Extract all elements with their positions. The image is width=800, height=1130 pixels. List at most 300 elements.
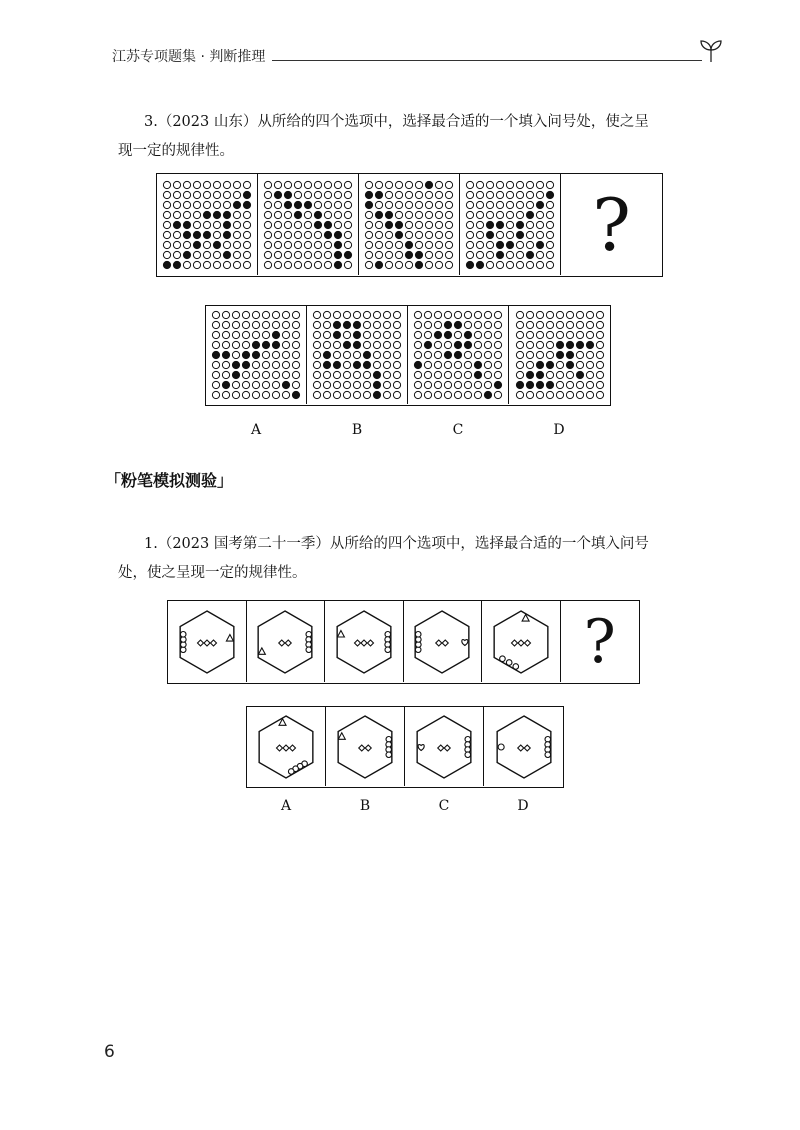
- empty-dot: [516, 241, 523, 248]
- filled-dot: [556, 351, 563, 358]
- filled-dot: [173, 221, 180, 228]
- hexagon: [405, 605, 479, 679]
- empty-dot: [375, 241, 382, 248]
- filled-dot: [284, 191, 291, 198]
- option-d-figure[interactable]: [484, 707, 563, 786]
- filled-dot: [385, 221, 392, 228]
- empty-dot: [183, 241, 190, 248]
- empty-dot: [314, 181, 321, 188]
- empty-dot: [282, 351, 289, 358]
- empty-dot: [383, 321, 390, 328]
- filled-dot: [274, 191, 281, 198]
- empty-dot: [363, 341, 370, 348]
- edge-circle: [180, 631, 186, 637]
- empty-dot: [313, 311, 320, 318]
- empty-dot: [344, 231, 351, 238]
- empty-dot: [282, 321, 289, 328]
- empty-dot: [193, 181, 200, 188]
- empty-dot: [383, 331, 390, 338]
- empty-dot: [395, 191, 402, 198]
- empty-dot: [586, 321, 593, 328]
- filled-dot: [233, 201, 240, 208]
- filled-dot: [222, 351, 229, 358]
- empty-dot: [222, 371, 229, 378]
- empty-dot: [344, 201, 351, 208]
- empty-dot: [173, 241, 180, 248]
- empty-dot: [324, 261, 331, 268]
- question-mark-cell: [561, 601, 640, 682]
- empty-dot: [526, 201, 533, 208]
- empty-dot: [274, 211, 281, 218]
- empty-dot: [516, 351, 523, 358]
- empty-dot: [222, 311, 229, 318]
- empty-dot: [284, 211, 291, 218]
- empty-dot: [546, 391, 553, 398]
- empty-dot: [506, 191, 513, 198]
- inner-diamond: [354, 640, 360, 646]
- empty-dot: [333, 311, 340, 318]
- empty-dot: [363, 331, 370, 338]
- empty-dot: [435, 191, 442, 198]
- empty-dot: [284, 251, 291, 258]
- empty-dot: [516, 311, 523, 318]
- empty-dot: [385, 191, 392, 198]
- empty-dot: [233, 191, 240, 198]
- empty-dot: [445, 191, 452, 198]
- dot-grid-figure: [157, 174, 258, 275]
- filled-dot: [566, 361, 573, 368]
- empty-dot: [424, 381, 431, 388]
- empty-dot: [232, 351, 239, 358]
- empty-dot: [516, 181, 523, 188]
- option-b-figure[interactable]: [307, 306, 408, 404]
- empty-dot: [294, 191, 301, 198]
- empty-dot: [313, 351, 320, 358]
- option-c-figure[interactable]: [405, 707, 484, 786]
- empty-dot: [445, 261, 452, 268]
- dot-grid-figure: [258, 174, 359, 275]
- empty-dot: [494, 391, 501, 398]
- empty-dot: [292, 321, 299, 328]
- inner-diamond: [365, 745, 371, 751]
- empty-dot: [243, 241, 250, 248]
- filled-dot: [474, 371, 481, 378]
- empty-dot: [323, 391, 330, 398]
- hexagon-outline: [417, 716, 471, 778]
- filled-dot: [454, 341, 461, 348]
- filled-dot: [294, 211, 301, 218]
- option-a-figure[interactable]: [206, 306, 307, 404]
- filled-dot: [365, 201, 372, 208]
- hexagon-outline: [338, 716, 392, 778]
- empty-dot: [414, 311, 421, 318]
- empty-dot: [415, 231, 422, 238]
- empty-dot: [476, 221, 483, 228]
- empty-dot: [313, 361, 320, 368]
- filled-dot: [252, 341, 259, 348]
- dot-grid: [311, 309, 403, 401]
- option-a-label: A: [280, 798, 292, 814]
- empty-dot: [586, 391, 593, 398]
- empty-dot: [203, 241, 210, 248]
- filled-dot: [304, 201, 311, 208]
- empty-dot: [314, 201, 321, 208]
- triangle-mark: [259, 647, 266, 654]
- empty-dot: [466, 211, 473, 218]
- empty-dot: [476, 191, 483, 198]
- empty-dot: [243, 181, 250, 188]
- empty-dot: [464, 391, 471, 398]
- empty-dot: [262, 371, 269, 378]
- empty-dot: [474, 391, 481, 398]
- empty-dot: [494, 351, 501, 358]
- empty-dot: [313, 321, 320, 328]
- empty-dot: [212, 381, 219, 388]
- empty-dot: [596, 381, 603, 388]
- empty-dot: [526, 341, 533, 348]
- empty-dot: [223, 201, 230, 208]
- empty-dot: [596, 371, 603, 378]
- empty-dot: [324, 211, 331, 218]
- filled-dot: [222, 381, 229, 388]
- empty-dot: [222, 331, 229, 338]
- hexagon: [484, 605, 558, 679]
- empty-dot: [232, 341, 239, 348]
- filled-dot: [242, 361, 249, 368]
- empty-dot: [415, 201, 422, 208]
- empty-dot: [353, 371, 360, 378]
- filled-dot: [586, 341, 593, 348]
- empty-dot: [393, 391, 400, 398]
- empty-dot: [343, 391, 350, 398]
- filled-dot: [415, 261, 422, 268]
- empty-dot: [314, 191, 321, 198]
- inner-diamond: [518, 640, 524, 646]
- filled-dot: [323, 351, 330, 358]
- empty-dot: [435, 201, 442, 208]
- filled-dot: [173, 261, 180, 268]
- empty-dot: [262, 351, 269, 358]
- empty-dot: [365, 221, 372, 228]
- empty-dot: [486, 251, 493, 258]
- option-c-label: C: [438, 798, 450, 814]
- empty-dot: [506, 261, 513, 268]
- empty-dot: [516, 361, 523, 368]
- empty-dot: [484, 311, 491, 318]
- empty-dot: [333, 391, 340, 398]
- empty-dot: [272, 311, 279, 318]
- filled-dot: [444, 351, 451, 358]
- empty-dot: [414, 321, 421, 328]
- empty-dot: [494, 371, 501, 378]
- empty-dot: [163, 191, 170, 198]
- empty-dot: [284, 241, 291, 248]
- empty-dot: [213, 251, 220, 258]
- hexagon: [327, 605, 401, 679]
- empty-dot: [324, 191, 331, 198]
- empty-dot: [294, 261, 301, 268]
- empty-dot: [424, 391, 431, 398]
- empty-dot: [163, 231, 170, 238]
- empty-dot: [294, 251, 301, 258]
- filled-dot: [353, 321, 360, 328]
- hexagon: [248, 605, 322, 679]
- empty-dot: [405, 181, 412, 188]
- filled-dot: [444, 321, 451, 328]
- filled-dot: [193, 231, 200, 238]
- empty-dot: [425, 221, 432, 228]
- empty-dot: [252, 321, 259, 328]
- empty-dot: [526, 241, 533, 248]
- page-number: 6: [104, 1042, 115, 1062]
- empty-dot: [494, 311, 501, 318]
- empty-dot: [546, 211, 553, 218]
- empty-dot: [282, 311, 289, 318]
- inner-diamond: [438, 745, 444, 751]
- empty-dot: [415, 211, 422, 218]
- empty-dot: [425, 231, 432, 238]
- hexagon-outline: [497, 716, 551, 778]
- inner-diamond: [524, 640, 530, 646]
- empty-dot: [405, 261, 412, 268]
- option-c-label: C: [452, 422, 464, 438]
- empty-dot: [536, 211, 543, 218]
- empty-dot: [526, 361, 533, 368]
- empty-dot: [282, 391, 289, 398]
- empty-dot: [486, 181, 493, 188]
- empty-dot: [486, 191, 493, 198]
- empty-dot: [434, 321, 441, 328]
- empty-dot: [546, 181, 553, 188]
- empty-dot: [484, 341, 491, 348]
- empty-dot: [284, 221, 291, 228]
- edge-circle: [386, 751, 392, 757]
- filled-dot: [203, 211, 210, 218]
- empty-dot: [344, 241, 351, 248]
- inner-diamond: [283, 745, 289, 751]
- empty-dot: [556, 311, 563, 318]
- filled-dot: [365, 191, 372, 198]
- empty-dot: [434, 311, 441, 318]
- empty-dot: [474, 351, 481, 358]
- filled-dot: [486, 221, 493, 228]
- empty-dot: [292, 351, 299, 358]
- filled-dot: [252, 351, 259, 358]
- filled-dot: [314, 221, 321, 228]
- empty-dot: [526, 191, 533, 198]
- filled-dot: [474, 361, 481, 368]
- empty-dot: [466, 241, 473, 248]
- empty-dot: [393, 361, 400, 368]
- filled-dot: [213, 211, 220, 218]
- empty-dot: [173, 181, 180, 188]
- empty-dot: [435, 261, 442, 268]
- empty-dot: [474, 381, 481, 388]
- filled-dot: [334, 231, 341, 238]
- empty-dot: [262, 311, 269, 318]
- empty-dot: [323, 381, 330, 388]
- empty-dot: [586, 311, 593, 318]
- dot-grid: [464, 179, 556, 271]
- filled-dot: [464, 341, 471, 348]
- empty-dot: [576, 361, 583, 368]
- filled-dot: [272, 331, 279, 338]
- empty-dot: [292, 381, 299, 388]
- option-b-label: B: [351, 422, 363, 438]
- empty-dot: [526, 311, 533, 318]
- empty-dot: [414, 381, 421, 388]
- empty-dot: [405, 231, 412, 238]
- empty-dot: [405, 201, 412, 208]
- empty-dot: [424, 371, 431, 378]
- empty-dot: [365, 251, 372, 258]
- empty-dot: [323, 311, 330, 318]
- triangle-mark: [337, 630, 344, 637]
- option-c-figure[interactable]: [408, 306, 509, 404]
- empty-dot: [454, 371, 461, 378]
- edge-circle: [465, 751, 471, 757]
- empty-dot: [586, 331, 593, 338]
- empty-dot: [424, 361, 431, 368]
- empty-dot: [435, 231, 442, 238]
- empty-dot: [546, 201, 553, 208]
- empty-dot: [476, 241, 483, 248]
- empty-dot: [414, 331, 421, 338]
- empty-dot: [242, 331, 249, 338]
- empty-dot: [292, 311, 299, 318]
- empty-dot: [476, 251, 483, 258]
- empty-dot: [546, 241, 553, 248]
- empty-dot: [264, 261, 271, 268]
- empty-dot: [464, 371, 471, 378]
- dot-grid: [514, 309, 606, 401]
- empty-dot: [596, 331, 603, 338]
- empty-dot: [536, 231, 543, 238]
- inner-diamond: [359, 745, 365, 751]
- empty-dot: [536, 341, 543, 348]
- empty-dot: [274, 181, 281, 188]
- empty-dot: [264, 191, 271, 198]
- empty-dot: [425, 251, 432, 258]
- empty-dot: [444, 371, 451, 378]
- empty-dot: [242, 341, 249, 348]
- empty-dot: [222, 341, 229, 348]
- empty-dot: [516, 371, 523, 378]
- empty-dot: [395, 261, 402, 268]
- empty-dot: [434, 371, 441, 378]
- empty-dot: [393, 381, 400, 388]
- empty-dot: [333, 371, 340, 378]
- empty-dot: [526, 351, 533, 358]
- empty-dot: [596, 341, 603, 348]
- empty-dot: [363, 371, 370, 378]
- filled-dot: [546, 361, 553, 368]
- empty-dot: [454, 331, 461, 338]
- empty-dot: [516, 191, 523, 198]
- filled-dot: [566, 351, 573, 358]
- edge-circle: [385, 646, 391, 652]
- empty-dot: [314, 251, 321, 258]
- empty-dot: [282, 371, 289, 378]
- filled-dot: [232, 361, 239, 368]
- empty-dot: [292, 341, 299, 348]
- empty-dot: [405, 191, 412, 198]
- empty-dot: [496, 211, 503, 218]
- empty-dot: [284, 231, 291, 238]
- empty-dot: [304, 221, 311, 228]
- empty-dot: [536, 251, 543, 258]
- option-d-figure[interactable]: [509, 306, 610, 404]
- empty-dot: [444, 341, 451, 348]
- empty-dot: [183, 261, 190, 268]
- option-b-figure[interactable]: [326, 707, 405, 786]
- empty-dot: [425, 191, 432, 198]
- filled-dot: [395, 221, 402, 228]
- empty-dot: [435, 181, 442, 188]
- empty-dot: [304, 261, 311, 268]
- empty-dot: [333, 381, 340, 388]
- empty-dot: [213, 201, 220, 208]
- empty-dot: [242, 371, 249, 378]
- empty-dot: [566, 371, 573, 378]
- empty-dot: [486, 241, 493, 248]
- empty-dot: [516, 391, 523, 398]
- inner-diamond: [286, 640, 292, 646]
- option-a-figure[interactable]: [247, 707, 326, 786]
- empty-dot: [536, 331, 543, 338]
- empty-dot: [304, 241, 311, 248]
- empty-dot: [395, 181, 402, 188]
- empty-dot: [193, 261, 200, 268]
- empty-dot: [323, 371, 330, 378]
- empty-dot: [445, 221, 452, 228]
- empty-dot: [183, 181, 190, 188]
- filled-dot: [284, 201, 291, 208]
- empty-dot: [546, 371, 553, 378]
- empty-dot: [383, 351, 390, 358]
- empty-dot: [222, 321, 229, 328]
- empty-dot: [373, 361, 380, 368]
- empty-dot: [576, 311, 583, 318]
- empty-dot: [323, 331, 330, 338]
- hexagon: [487, 710, 561, 784]
- empty-dot: [233, 181, 240, 188]
- empty-dot: [516, 331, 523, 338]
- empty-dot: [334, 221, 341, 228]
- empty-dot: [334, 191, 341, 198]
- empty-dot: [343, 311, 350, 318]
- question-1-text-cont: 处，使之呈现一定的规律性。: [118, 565, 307, 581]
- filled-dot: [536, 371, 543, 378]
- empty-dot: [393, 321, 400, 328]
- empty-dot: [324, 181, 331, 188]
- empty-dot: [324, 251, 331, 258]
- empty-dot: [445, 211, 452, 218]
- page-header: [112, 46, 722, 72]
- empty-dot: [434, 381, 441, 388]
- empty-dot: [242, 311, 249, 318]
- empty-dot: [292, 361, 299, 368]
- empty-dot: [222, 391, 229, 398]
- empty-dot: [375, 231, 382, 238]
- filled-dot: [333, 331, 340, 338]
- empty-dot: [334, 201, 341, 208]
- filled-dot: [334, 241, 341, 248]
- empty-dot: [596, 351, 603, 358]
- empty-dot: [233, 251, 240, 258]
- empty-dot: [343, 371, 350, 378]
- empty-dot: [434, 361, 441, 368]
